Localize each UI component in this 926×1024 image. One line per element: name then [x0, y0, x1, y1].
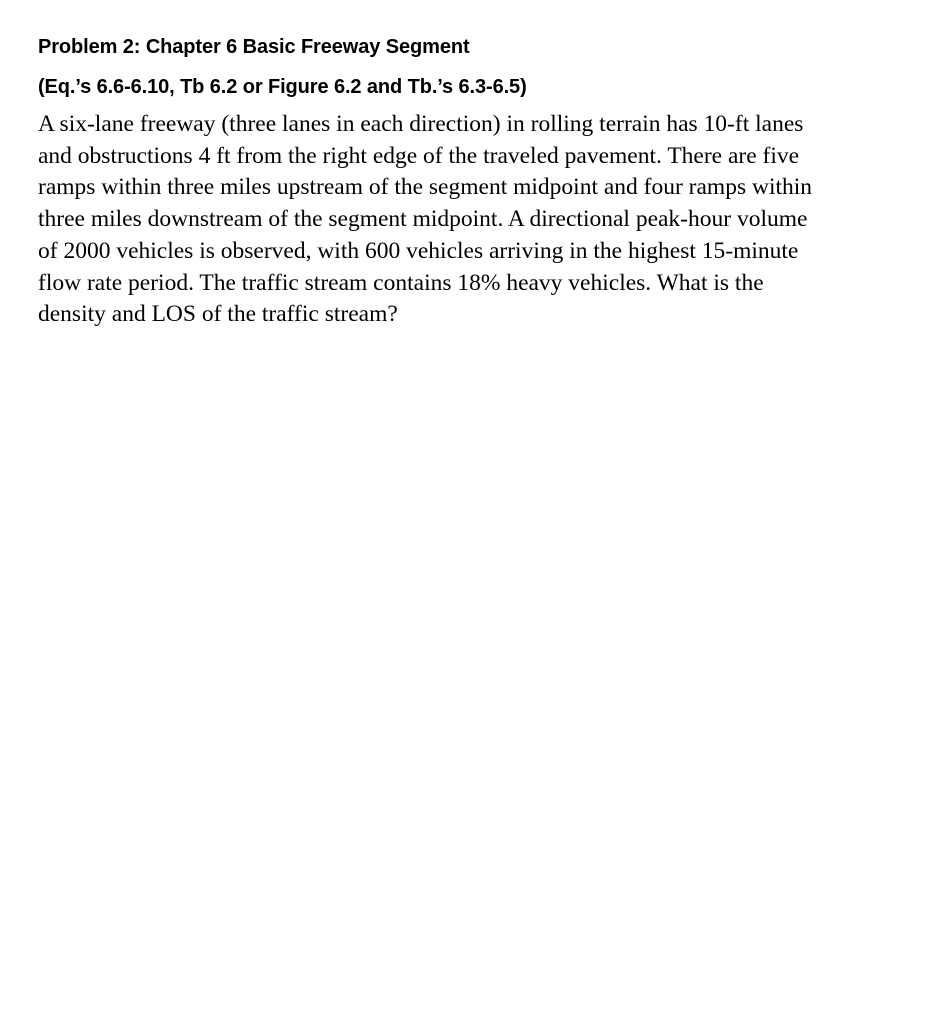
problem-statement-line: three miles downstream of the segment midpoint. A directional peak-hour volume	[38, 206, 808, 233]
problem-statement-line: flow rate period. The traffic stream contains 18% heavy vehicles. What is the	[38, 269, 764, 296]
document-page	[38, 34, 898, 331]
problem-title: Problem 2: Chapter 6 Basic Freeway Segment	[38, 36, 470, 58]
problem-statement	[38, 109, 898, 331]
problem-statement-line: ramps within three miles upstream of the segment midpoint and four ramps within	[38, 174, 813, 201]
problem-statement-line: A six-lane freeway (three lanes in each direction) in rolling terrain has 10-ft lanes	[38, 111, 804, 137]
problem-statement-line: and obstructions 4 ft from the right edge of the traveled pavement. There are five	[38, 142, 800, 169]
problem-references: (Eq.’s 6.6-6.10, Tb 6.2 or Figure 6.2 and Tb.’s 6.3-6.5)	[38, 76, 527, 98]
problem-statement-line: of 2000 vehicles is observed, with 600 vehicles arriving in the highest 15-minute	[38, 237, 799, 264]
problem-statement-line: density and LOS of the traffic stream?	[38, 301, 398, 328]
